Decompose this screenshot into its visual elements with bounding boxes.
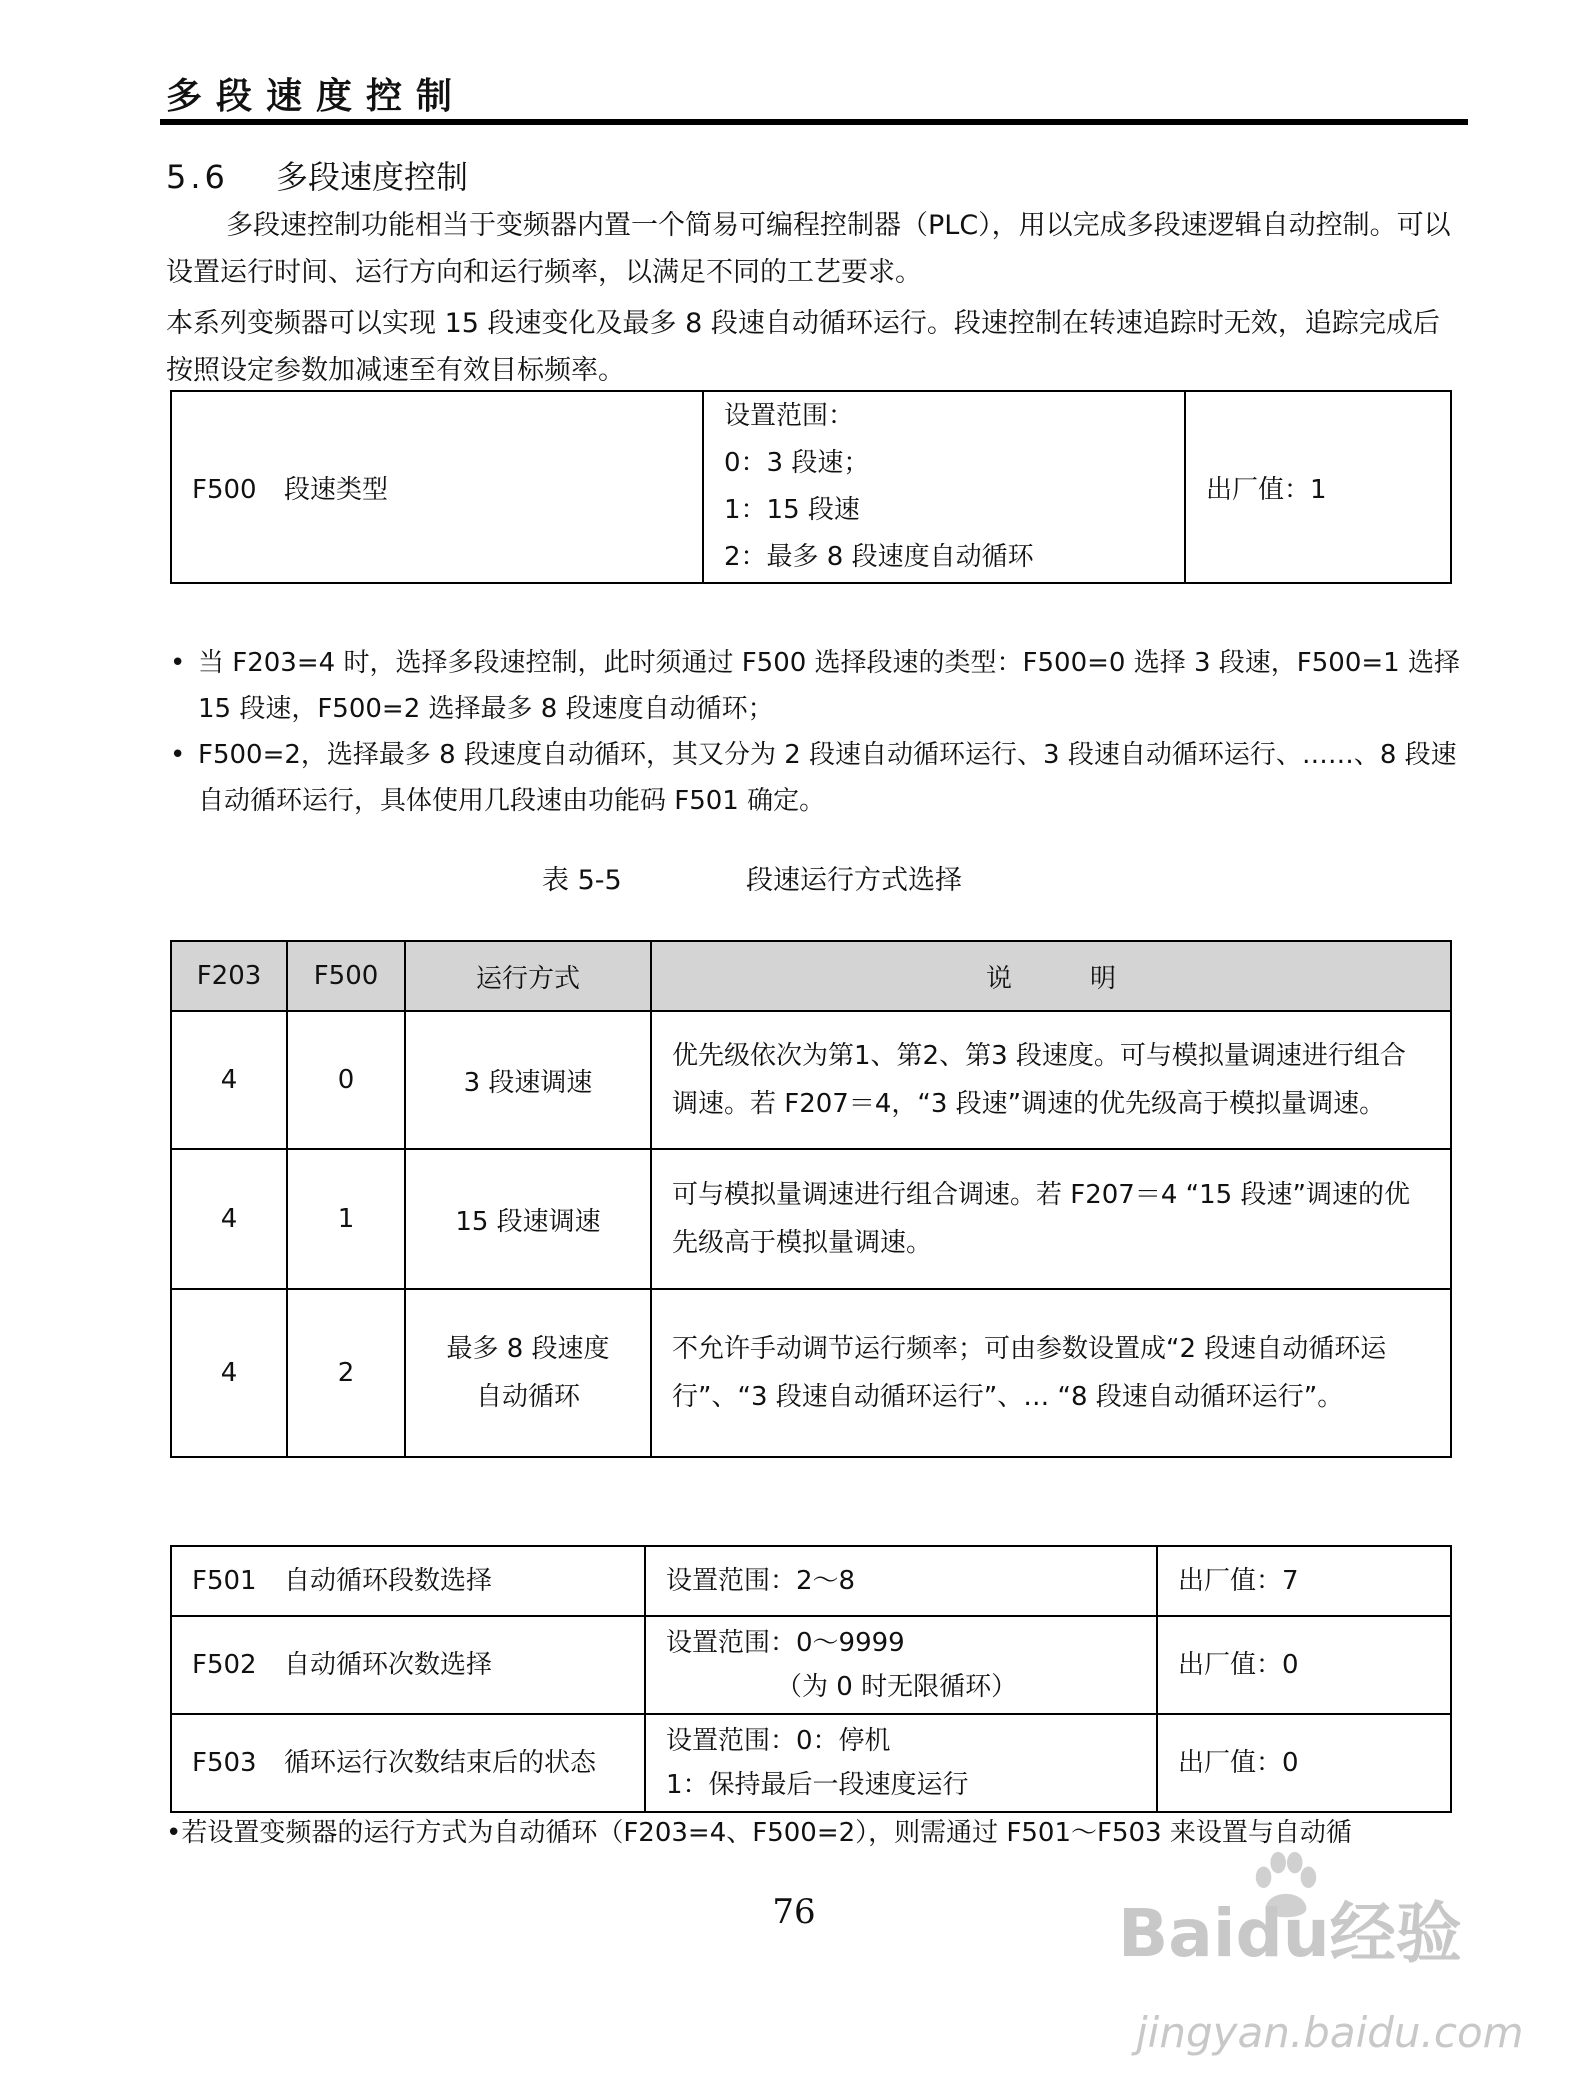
watermark-url: jingyan.baidu.com: [1136, 2008, 1524, 2057]
bullet-item: • F500=2，选择最多 8 段速度自动循环，其又分为 2 段速自动循环运行、3 段速自动循环运行、……、8 段速自动循环运行，具体使用几段速由功能码 F501 确定。: [170, 740, 1457, 816]
cell-mode: 15 段速调速: [405, 1149, 651, 1289]
param-default: 出厂值：0: [1157, 1714, 1451, 1812]
cell-description: 可与模拟量调速进行组合调速。若 F207＝4 “15 段速”调速的优先级高于模拟量调速。: [651, 1149, 1451, 1289]
column-header: 运行方式: [405, 941, 651, 1011]
mode-table: [170, 940, 1452, 1458]
table-header-row: [171, 941, 1451, 1011]
table-row: [171, 1546, 1451, 1616]
range-note: 1：保持最后一段速度运行: [666, 1770, 969, 1800]
range-note: （为 0 时无限循环）: [776, 1672, 1018, 1702]
param-code: F500: [192, 474, 257, 505]
param-f500-label: [171, 391, 703, 583]
bottom-bullet-text: 若设置变频器的运行方式为自动循环（F203=4、F500=2），则需通过 F501～F503 来设置与自动循: [181, 1818, 1352, 1848]
cell-f500: 1: [287, 1149, 405, 1289]
column-header: 说 明: [651, 941, 1451, 1011]
param-name: 自动循环次数选择: [284, 1650, 493, 1680]
param-label: [171, 1616, 645, 1714]
param-f501-f503-table: [170, 1545, 1452, 1813]
table-caption-number: 表 5-5: [542, 865, 622, 896]
cell-mode: 3 段速调速: [405, 1011, 651, 1149]
param-range: [645, 1546, 1157, 1616]
param-name: 段速类型: [284, 474, 389, 505]
bullet-text: 当 F203=4 时，选择多段速控制，此时须通过 F500 选择段速的类型：F500=0 选择 3 段速，F500=1 选择 15 段速，F500=2 选择最多 8 段速度自动循环；: [198, 648, 1460, 724]
range-text: 设置范围：0～9999: [666, 1628, 905, 1658]
param-f500-default: 出厂值：1: [1185, 391, 1451, 583]
section-number: 5.6: [166, 158, 229, 196]
range-option-2: 2：最多 8 段速度自动循环: [724, 542, 1034, 572]
cell-f500: 0: [287, 1011, 405, 1149]
param-code: F502: [192, 1650, 257, 1680]
range-title: 设置范围：: [724, 401, 855, 431]
section-heading: [166, 152, 468, 198]
table-row: [171, 1011, 1451, 1149]
param-f500-table: [170, 390, 1452, 584]
cell-description: 优先级依次为第1、第2、第3 段速度。可与模拟量调速进行组合调速。若 F207＝4，“3 段速”调速的优先级高于模拟量调速。: [651, 1011, 1451, 1149]
bullet-item: • 当 F203=4 时，选择多段速控制，此时须通过 F500 选择段速的类型：F500=0 选择 3 段速，F500=1 选择 15 段速，F500=2 选择最多 8 段速度自动循环；: [170, 648, 1460, 724]
bullet-list: [166, 640, 1466, 824]
param-code: F503: [192, 1748, 257, 1778]
running-header: 多段速度控制: [166, 76, 467, 117]
range-text: 设置范围：0：停机: [666, 1726, 891, 1756]
cell-f203: 4: [171, 1149, 287, 1289]
param-f500-range: [703, 391, 1185, 583]
range-option-0: 0：3 段速；: [724, 448, 870, 478]
range-text: 设置范围：2～8: [666, 1566, 856, 1596]
param-label: [171, 1714, 645, 1812]
intro-paragraph: 多段速控制功能相当于变频器内置一个简易可编程控制器（PLC），用以完成多段速逻辑自动控制。可以设置运行时间、运行方向和运行频率，以满足不同的工艺要求。: [166, 210, 1451, 288]
param-default: 出厂值：7: [1157, 1546, 1451, 1616]
cell-f500: 2: [287, 1289, 405, 1457]
table-row: [171, 1714, 1451, 1812]
header-rule: [160, 119, 1468, 125]
capability-paragraph: 本系列变频器可以实现 15 段速变化及最多 8 段速自动循环运行。段速控制在转速追踪时无效，追踪完成后按照设定参数加减速至有效目标频率。: [166, 308, 1440, 386]
param-code: F501: [192, 1566, 257, 1596]
bottom-bullet: •若设置变频器的运行方式为自动循环（F203=4、F500=2），则需通过 F501～F503 来设置与自动循: [166, 1818, 1352, 1848]
section-title: 多段速度控制: [276, 158, 469, 196]
param-range: [645, 1616, 1157, 1714]
param-label: [171, 1546, 645, 1616]
range-option-1: 1：15 段速: [724, 495, 860, 525]
cell-f203: 4: [171, 1011, 287, 1149]
param-name: 循环运行次数结束后的状态: [284, 1748, 597, 1778]
watermark-logo: Baidu经验: [1118, 1895, 1462, 1972]
param-default: 出厂值：0: [1157, 1616, 1451, 1714]
param-range: [645, 1714, 1157, 1812]
table-row: [171, 1289, 1451, 1457]
cell-description: 不允许手动调节运行频率；可由参数设置成“2 段速自动循环运行”、“3 段速自动循环运行”、… “8 段速自动循环运行”。: [651, 1289, 1451, 1457]
cell-mode: 最多 8 段速度 自动循环: [405, 1289, 651, 1457]
table-row: [171, 1616, 1451, 1714]
table-row: [171, 1149, 1451, 1289]
column-header: F203: [171, 941, 287, 1011]
table-caption-title: 段速运行方式选择: [746, 865, 962, 896]
bullet-text: F500=2，选择最多 8 段速度自动循环，其又分为 2 段速自动循环运行、3 段速自动循环运行、……、8 段速自动循环运行，具体使用几段速由功能码 F501 确定。: [198, 740, 1457, 816]
cell-f203: 4: [171, 1289, 287, 1457]
param-name: 自动循环段数选择: [284, 1566, 493, 1596]
page-number: 76: [772, 1892, 816, 1932]
column-header: F500: [287, 941, 405, 1011]
